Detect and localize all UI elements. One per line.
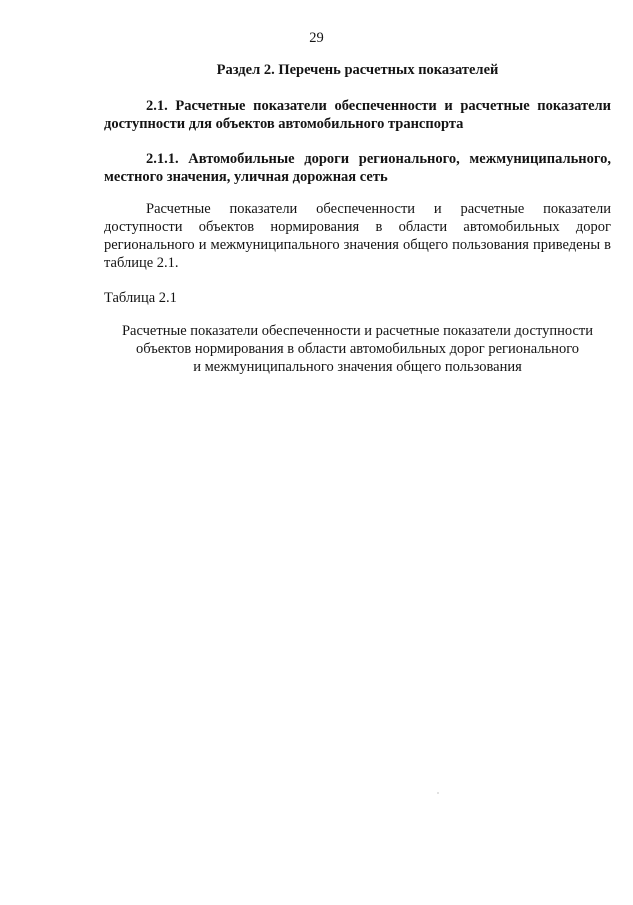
table-caption-line: и межмуниципального значения общего пользования (193, 359, 522, 375)
heading-2-1-1: 2.1.1. Автомобильные дороги регионального, межмуниципального, местного значения, уличная дорожная сеть (104, 151, 611, 185)
table-caption (104, 322, 611, 376)
page-number: 29 (309, 30, 324, 46)
body-paragraph: Расчетные показатели обеспеченности и расчетные показатели доступности объектов нормирования в области автомобильных дорог регионального и межмуниципального значения общего пользования приведены в таблице 2.1. (104, 201, 611, 271)
table-caption-line: Расчетные показатели обеспеченности и расчетные показатели доступности (121, 323, 594, 339)
section-title: Раздел 2. Перечень расчетных показателей (216, 62, 499, 78)
table-caption-line: объектов нормирования в области автомобильных дорог регионального (135, 341, 580, 357)
table-label: Таблица 2.1 (104, 290, 177, 306)
scan-speck (437, 792, 439, 794)
heading-2-1: 2.1. Расчетные показатели обеспеченности и расчетные показатели доступности для объектов автомобильного транспорта (104, 98, 611, 132)
